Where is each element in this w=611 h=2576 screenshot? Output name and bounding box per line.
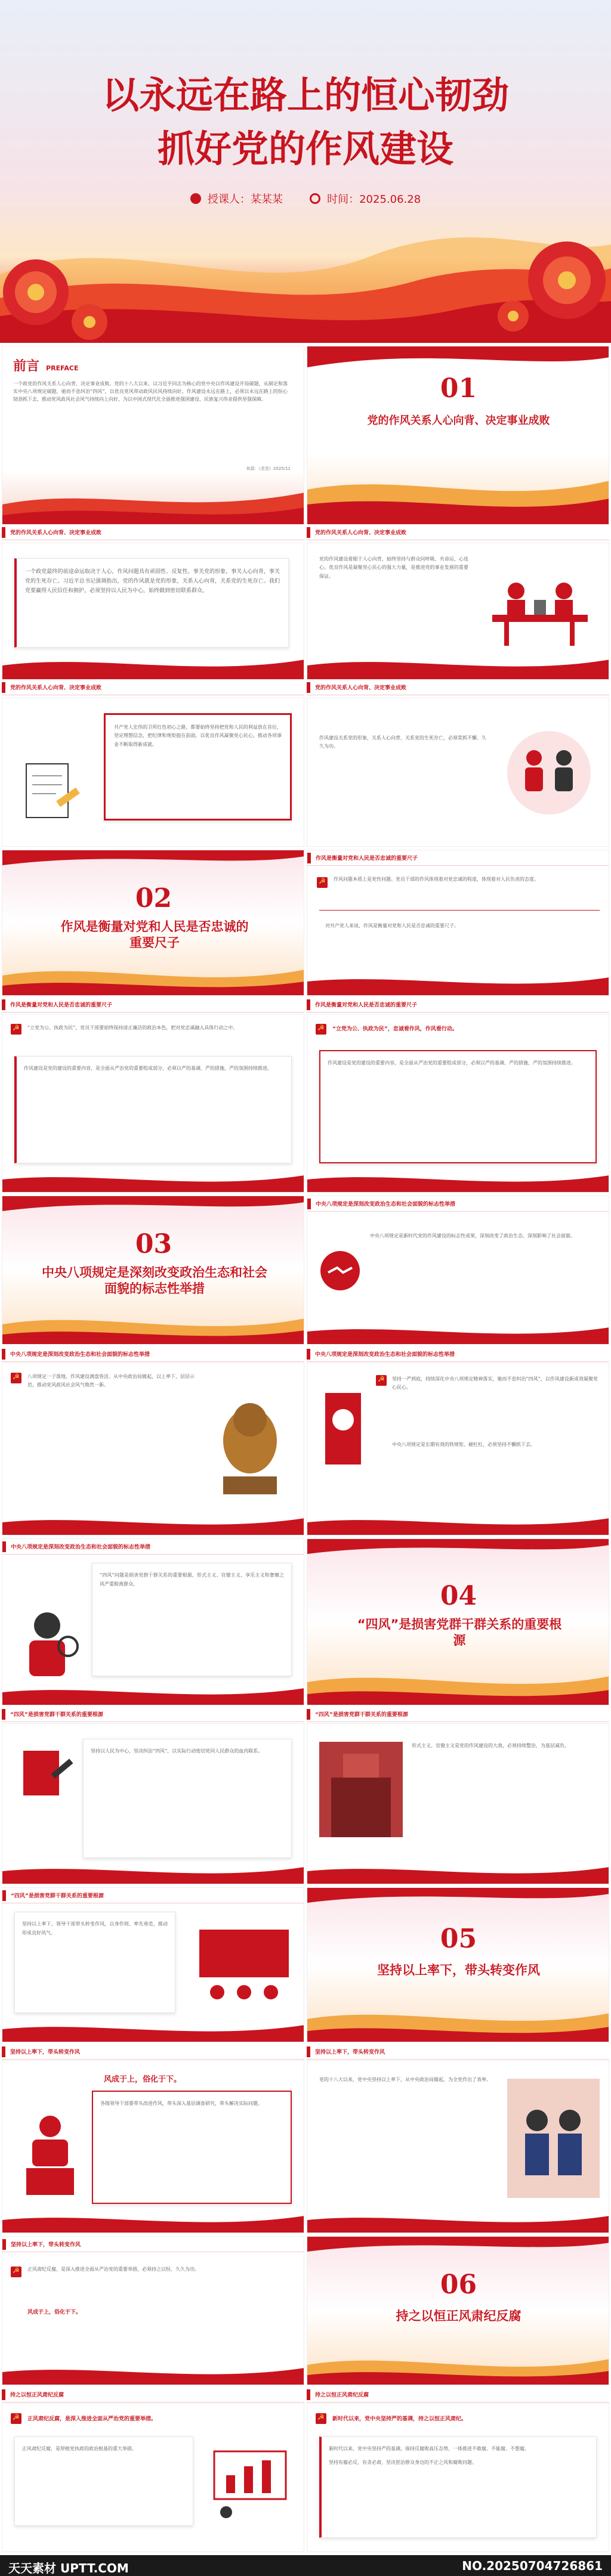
section-04-slide — [307, 1538, 609, 1705]
section-header-6c: 持之以恒正风肃纪反腐 — [307, 2387, 609, 2402]
text-p7: “立党为公、执政为民”，党员干部要始终保持清正廉洁的政治本色，把对党忠诚融入具体行动之中。 — [27, 1025, 238, 1030]
preface-body: 一个政党的作风关系人心向背、决定事业成败。党的十八大以来，以习近平同志为核心的党中央以作风建设开局破题，从制定和落实中央八项规定破题，驰而不息纠治“四风”，以优良党风带动政风民风持续向好。作风建设永远在路上，必须以永远在路上的恒心韧劲抓下去，推动党风政风社会风气持续向上向好，为以中国式现代化全面推进强国建设、民族复兴伟业提供坚强保障。 — [13, 381, 288, 402]
cover-slide — [0, 0, 611, 343]
cover-meta — [0, 191, 611, 206]
slide-4a — [2, 1538, 304, 1705]
section-01-title: 党的作风关系人心向背、决定事业成败 — [367, 414, 550, 427]
user-icon — [190, 193, 201, 204]
slide-4c — [307, 1723, 609, 1884]
section-06-slide — [307, 2236, 609, 2385]
flower-right-icon — [495, 215, 611, 340]
slide-5a — [2, 1887, 304, 2042]
team-photo — [507, 2079, 600, 2198]
section-04-title: “四风”是损害党群干群关系的重要根源 — [357, 1617, 562, 1648]
section-header-5b: 坚持以上率下，带头转变作风 — [2, 2044, 304, 2060]
section-header-1c: 党的作风关系人心向背、决定事业成败 — [2, 680, 304, 695]
section-01-slide — [307, 346, 609, 525]
text-p6: 对共产党人来说，作风是衡量对党和人民是否忠诚的重要尺子。 — [325, 923, 459, 928]
slide-1a — [2, 543, 304, 680]
teamwork-illustration — [498, 722, 600, 823]
section-header-3b: 中央八项规定是深刻改变政治生态和社会面貌的标志性举措 — [2, 1346, 304, 1362]
party-emblem-icon — [11, 2413, 21, 2424]
clock-icon — [310, 193, 320, 204]
slide-3b — [2, 1363, 304, 1535]
presentation-illustration — [193, 1924, 295, 2007]
section-06-title: 持之以恒正风肃纪反腐 — [396, 2309, 521, 2323]
slide-3a — [307, 1196, 609, 1345]
section-header-6a: 坚持以上率下，带头转变作风 — [2, 2237, 304, 2252]
chart-board-illustration — [208, 2445, 292, 2523]
text-p11: 坚持一严到底，持续深化中央八项规定精神落实，驰而不息纠治“四风”，以作风建设新成效凝聚党心民心。 — [392, 1376, 598, 1391]
text-p23: 坚持有腐必反、有贪必肃，坚决惩治群众身边的不正之风和腐败问题。 — [329, 2460, 477, 2466]
section-header-2a: 作风是衡量对党和人民是否忠诚的重要尺子 — [307, 850, 609, 866]
section-04-number: 04 — [440, 1581, 477, 1611]
text-card-5 — [83, 1739, 292, 1858]
callout-1: “立党为公、执政为民”，忠诚看作风，作风看行动。 — [332, 1026, 458, 1032]
text-p16: 坚持以上率下，领导干部带头转变作风，以身作则、率先垂范，推动形成良好风气。 — [22, 1921, 168, 1936]
slide-6b — [2, 2403, 304, 2552]
slide-2a — [307, 850, 609, 996]
section-header-1d: 党的作风关系人心向背、决定事业成败 — [307, 680, 609, 695]
handshake-icon — [319, 1250, 361, 1292]
preface-source: 来源：《求是》2025/11 — [246, 466, 291, 471]
slide-5b — [2, 2060, 304, 2233]
section-02-slide — [2, 850, 304, 996]
callout-3: 正风肃纪反腐，是深入推进全面从严治党的重要举措。 — [27, 2416, 157, 2422]
text-p2: 党的作风建设着眼于人心向背，始终坚持与群众同呼吸、共命运、心连心。优良作风是凝聚党心民心的强大力量，是推进党的事业发展的重要保证。 — [319, 556, 468, 579]
section-header-4a: 中央八项规定是深刻改变政治生态和社会面貌的标志性举措 — [2, 1539, 304, 1555]
section-header-2c: 作风是衡量对党和人民是否忠诚的重要尺子 — [307, 997, 609, 1013]
flower-left-icon — [0, 221, 119, 340]
party-emblem-icon — [11, 2267, 21, 2277]
party-emblem-icon — [11, 1024, 21, 1035]
callout-4: 新时代以来，党中央坚持严的基调，持之以恒正风肃纪。 — [332, 2416, 467, 2422]
text-p21: 新时代以来，党中央坚持严的基调，保持反腐败高压态势，一体推进不敢腐、不能腐、不想腐。 — [329, 2446, 529, 2451]
text-p12: 中央八项规定是长期有效的铁规矩、硬杠杠，必须坚持不懈抓下去。 — [392, 1442, 535, 1447]
cover-presenter: 授课人：某某某 — [207, 193, 283, 206]
text-card-7 — [92, 2091, 292, 2204]
text-p8b: 作风建设是党的建设的重要内容，是全面从严治党的重要组成部分，必须以严的基调、严的措施、严的氛围持续推进。 — [328, 1060, 576, 1066]
party-emblem-icon — [316, 2413, 326, 2424]
footer-left: 天天素材 UPTT.COM — [8, 2561, 129, 2575]
magnifier-person-illustration — [14, 1605, 80, 1682]
section-header-5c: 坚持以上率下，带头转变作风 — [307, 2044, 609, 2060]
section-header-3a: 中央八项规定是深刻改变政治生态和社会面貌的标志性举措 — [307, 1196, 609, 1212]
section-05-title: 坚持以上率下，带头转变作风 — [377, 1963, 540, 1977]
text-p1: 一个政党最终的前途命运取决于人心，作风问题具有顽固性、反复性，事关党的形象，事关人心向背，事关党的生死存亡。习近平总书记强调指出，党的作风就是党的形象，关系人心向背，关系党的生死存亡。我们党要赢得人民信任和拥护，必须坚持以人民为中心，始终做到密切联系群众。 — [25, 569, 280, 595]
section-header-6b: 持之以恒正风肃纪反腐 — [2, 2387, 304, 2402]
slide-2b — [2, 1014, 304, 1193]
party-emblem-icon — [376, 1375, 387, 1386]
section-03-title: 中央八项规定是深刻改变政治生态和社会面貌的标志性举措 — [42, 1265, 267, 1296]
cover-title-line1: 以永远在路上的恒心韧劲 — [101, 73, 509, 117]
section-03-number: 03 — [135, 1229, 172, 1259]
meeting-illustration — [480, 567, 600, 651]
text-p22: 正风肃纪反腐，是厚植党执政的政治根基的重大举措。 — [22, 2446, 137, 2451]
text-p20: 正风肃纪反腐，是深入推进全面从严治党的重要举措，必须持之以恒、久久为功。 — [27, 2267, 199, 2272]
section-02-title: 作风是衡量对党和人民是否忠诚的重要尺子 — [60, 919, 249, 950]
slide-5c — [307, 2060, 609, 2233]
text-p19: 党的十八大以来，党中央坚持以上率下，从中央政治局做起，为全党作出了表率。 — [319, 2077, 491, 2082]
text-p13: “四风”问题是损害党群干群关系的重要根源，形式主义、官僚主义、享乐主义和奢靡之风严重脱离群众。 — [100, 1572, 284, 1587]
quote-card — [104, 713, 292, 821]
preface-title: 前言 PREFACE — [13, 359, 79, 374]
preface-slide — [2, 346, 304, 525]
text-card-2 — [14, 1056, 292, 1163]
text-p4: 作风建设关系党的形象，关系人心向背，关系党的生死存亡，必须常抓不懈、久久为功。 — [319, 735, 486, 750]
text-p17: 风成于上，俗化于下。 — [27, 2309, 82, 2315]
text-card-3 — [319, 1050, 597, 1163]
section-06-number: 06 — [440, 2270, 477, 2300]
section-header-1b: 党的作风关系人心向背、决定事业成败 — [307, 525, 609, 540]
fist-illustration — [319, 1387, 367, 1470]
slide-2c — [307, 1014, 609, 1193]
cover-title-line2: 抓好党的作风建设 — [157, 127, 453, 171]
section-header-5a: “四风”是损害党群干群关系的重要根源 — [2, 1888, 304, 1903]
text-p5: 作风问题本质上是党性问题。党员干部的作风体现着对党忠诚的程度，体现着对人民负责的态度。 — [334, 877, 539, 882]
footer-bar — [0, 2555, 611, 2576]
contract-illustration — [14, 752, 92, 829]
text-card-8 — [14, 2436, 193, 2526]
slide-3c — [307, 1363, 609, 1535]
slide-6c — [307, 2403, 609, 2552]
cover-date: 时间：2025.06.28 — [327, 193, 421, 206]
speaker-podium-illustration — [14, 2109, 86, 2198]
writing-icon — [14, 1742, 74, 1801]
slide-4b — [2, 1723, 304, 1884]
callout-2: 风成于上，俗化于下。 — [104, 2075, 182, 2084]
section-header-1a: 党的作风关系人心向背、决定事业成败 — [2, 525, 304, 540]
text-p10: 八项规定一子落地，作风建设满盘皆活。从中央政治局做起，以上率下，层层示范，推动党风政风社会风气焕然一新。 — [27, 1374, 195, 1388]
party-emblem-icon — [316, 1024, 326, 1035]
slide-1c — [2, 698, 304, 847]
section-05-number: 05 — [440, 1924, 477, 1954]
text-p3: 共产党人宏伟的卫所红色初心之路，都要始终坚持把党和人民的利益放在首位，坚定理想信念，把纪律和规矩挺在前面，以优良作风凝聚党心民心，推动各项事业不断取得新成就。 — [114, 724, 282, 747]
section-header-4c: “四风”是损害党群干群关系的重要根源 — [307, 1707, 609, 1722]
party-emblem-icon — [11, 1373, 21, 1383]
building-photo — [319, 1742, 403, 1837]
slide-1b — [307, 543, 609, 680]
section-01-number: 01 — [440, 373, 477, 404]
text-p18: 各级领导干部要带头改进作风，带头深入基层调查研究，带头解决实际问题。 — [100, 2101, 263, 2106]
section-header-2b: 作风是衡量对党和人民是否忠诚的重要尺子 — [2, 997, 304, 1013]
section-02-number: 02 — [135, 883, 172, 914]
text-card-9 — [319, 2436, 597, 2538]
section-header-3c: 中央八项规定是深刻改变政治生态和社会面貌的标志性举措 — [307, 1346, 609, 1362]
text-card-4 — [92, 1563, 292, 1676]
lion-statue-icon — [205, 1381, 295, 1500]
text-card-6 — [14, 1912, 175, 2013]
section-header-4b: “四风”是损害党群干群关系的重要根源 — [2, 1707, 304, 1722]
slide-1d — [307, 698, 609, 847]
text-p14: 坚持以人民为中心，坚决纠治“四风”，以实际行动密切党同人民群众的血肉联系。 — [91, 1748, 263, 1754]
section-03-slide — [2, 1196, 304, 1345]
text-p15: 形式主义、官僚主义是党的作风建设的大敌，必须持续整治，为基层减负。 — [412, 1743, 569, 1748]
section-05-slide — [307, 1887, 609, 2042]
text-card — [14, 558, 289, 648]
text-p9: 中央八项规定是新时代党的作风建设的标志性成果，深刻改变了政治生态，深刻影响了社会面貌。 — [370, 1233, 575, 1239]
slide-6a — [2, 2236, 304, 2385]
footer-right: NO.20250704726861 — [462, 2559, 603, 2573]
text-p8: 作风建设是党的建设的重要内容，是全面从严治党的重要组成部分，必须以严的基调、严的措施、严的氛围持续推进。 — [24, 1066, 272, 1071]
party-emblem-icon — [317, 877, 328, 888]
